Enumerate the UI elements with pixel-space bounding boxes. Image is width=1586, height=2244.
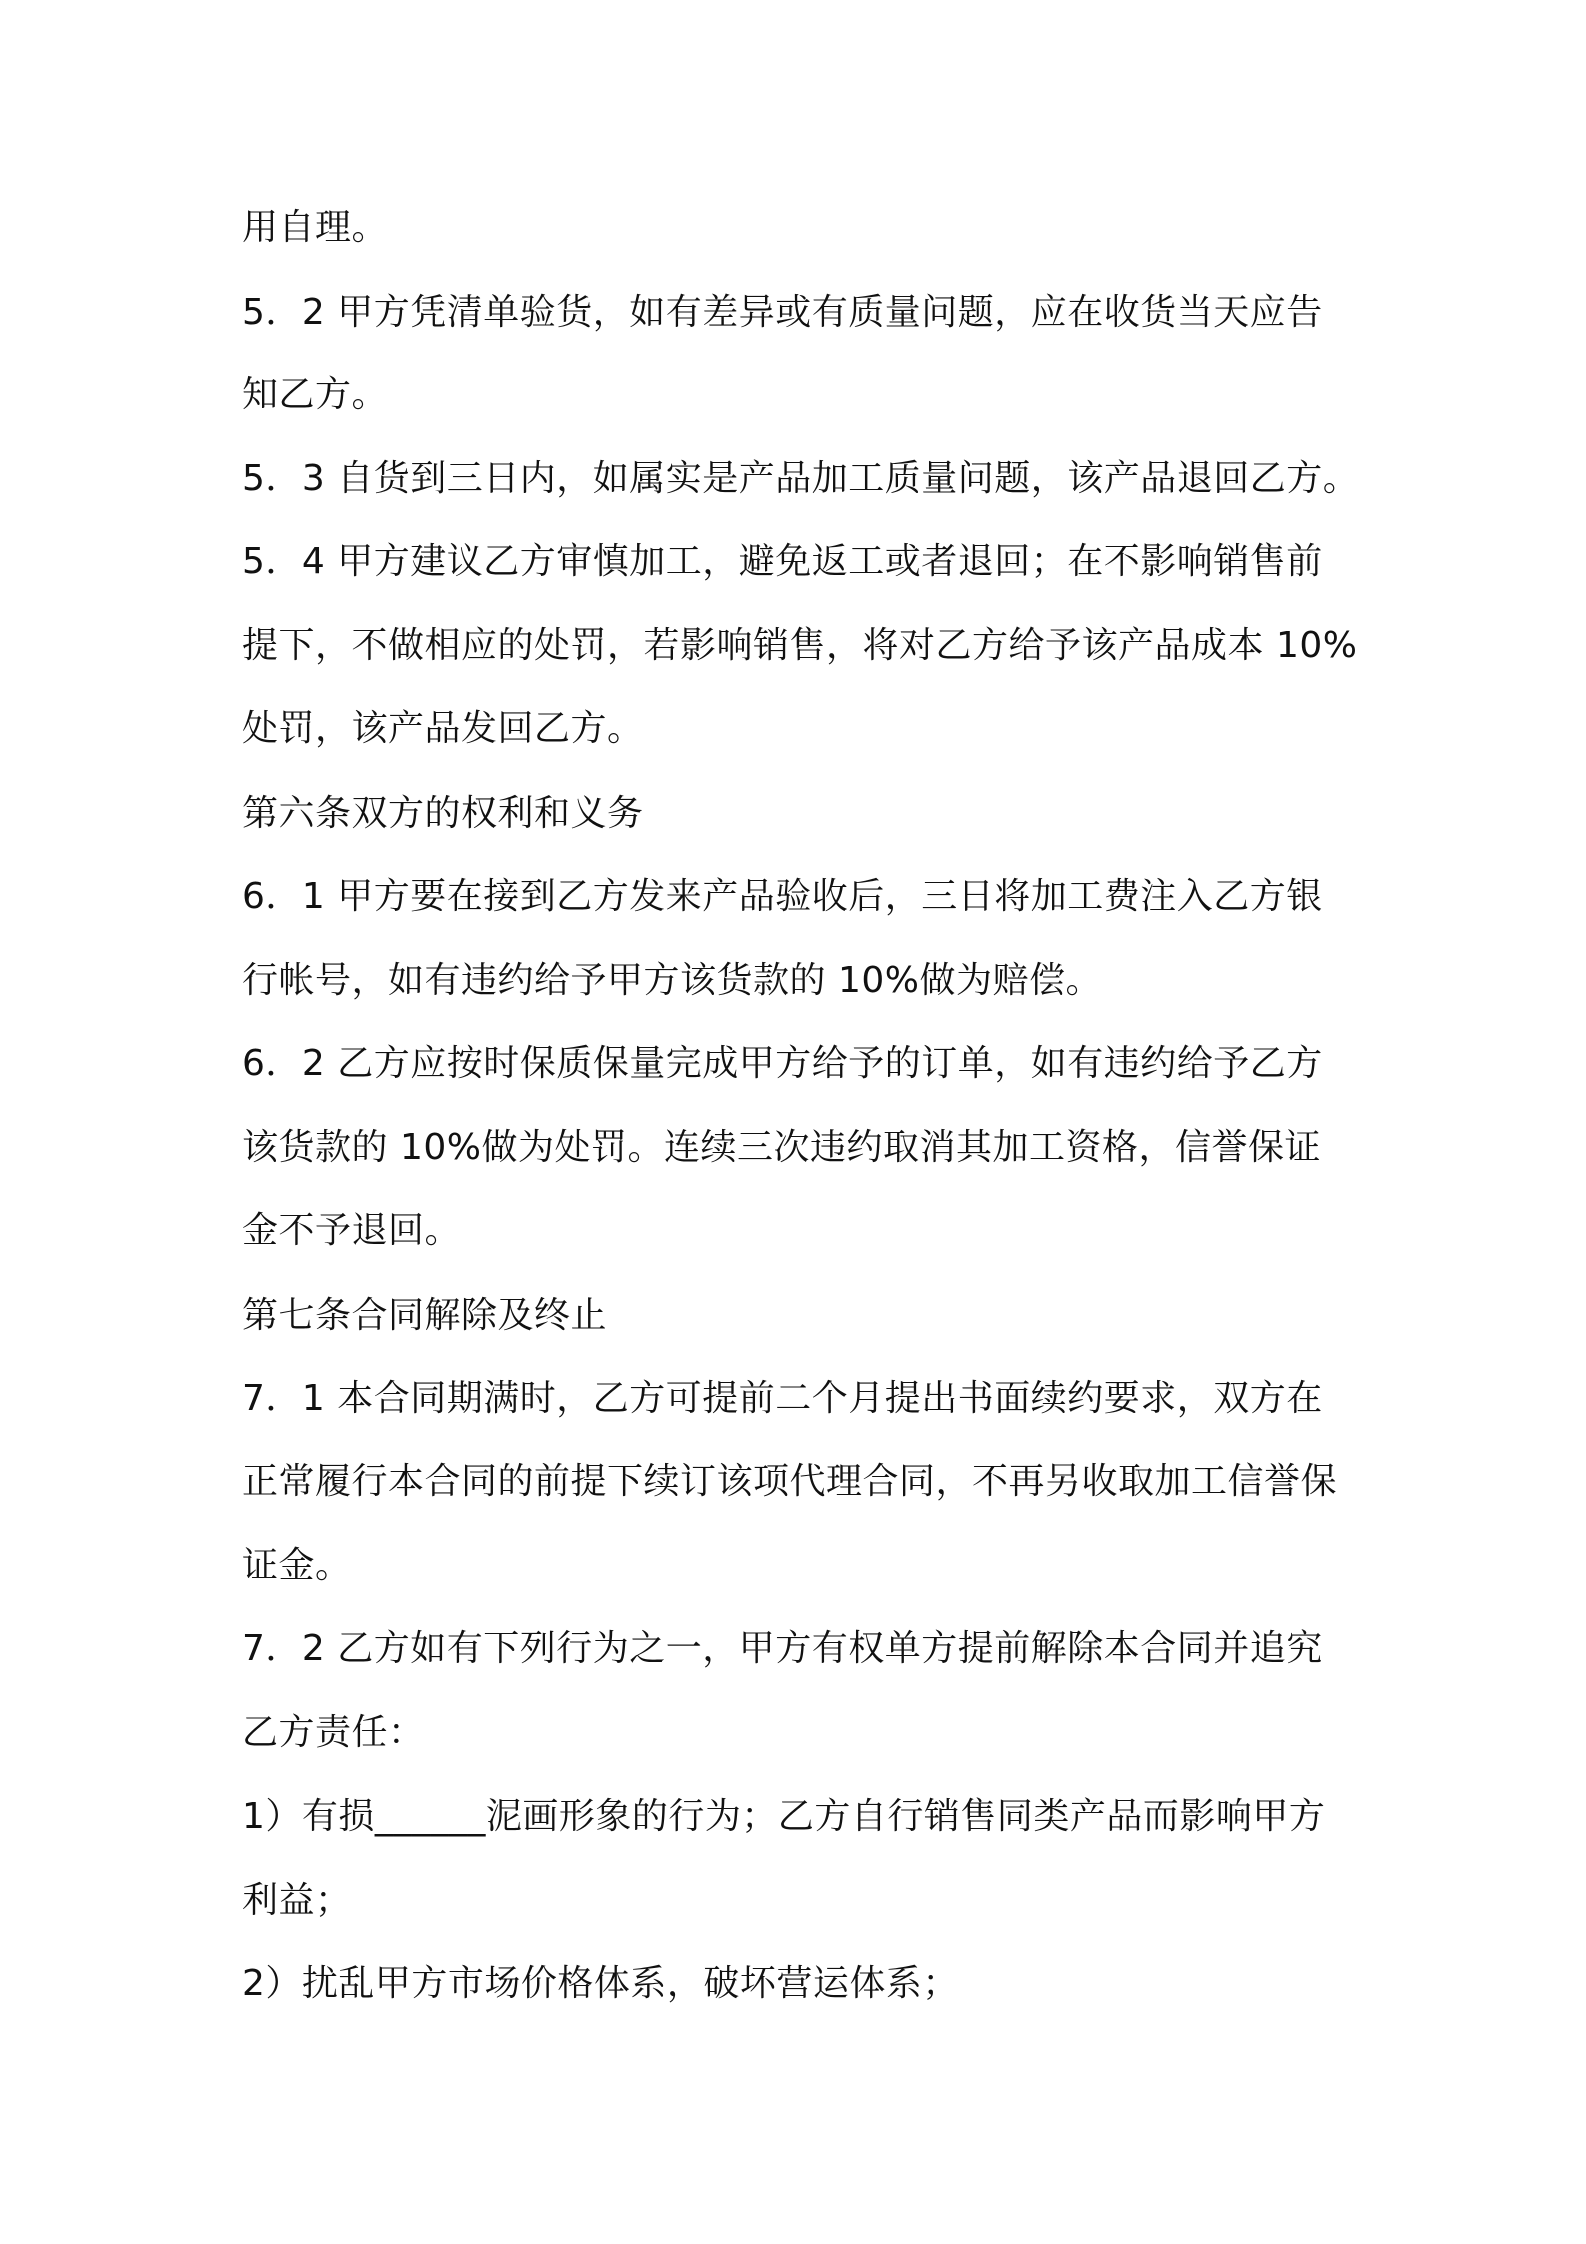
text-line: 处罚，该产品发回乙方。 <box>242 708 644 749</box>
text-line: 5．4 甲方建议乙方审慎加工，避免返工或者退回；在不影响销售前 <box>242 541 1323 582</box>
list-item: 1）有损______泥画形象的行为；乙方自行销售同类产品而影响甲方 <box>242 1796 1326 1837</box>
text-line: 5．3 自货到三日内，如属实是产品加工质量问题，该产品退回乙方。 <box>242 458 1360 499</box>
text-line: 利益； <box>242 1880 352 1921</box>
text-line: 证金。 <box>242 1545 352 1586</box>
text-line: 该货款的 10%做为处罚。连续三次违约取消其加工资格，信誉保证 <box>242 1127 1321 1168</box>
text-line: 用自理。 <box>242 207 389 248</box>
text-line: 金不予退回。 <box>242 1210 462 1251</box>
text-line: 正常履行本合同的前提下续订该项代理合同，不再另收取加工信誉保 <box>242 1461 1338 1502</box>
text-line: 乙方责任： <box>242 1712 425 1753</box>
text-line: 6．2 乙方应按时保质保量完成甲方给予的订单，如有违约给予乙方 <box>242 1043 1323 1084</box>
section-heading: 第六条双方的权利和义务 <box>242 793 644 834</box>
text-line: 知乙方。 <box>242 374 389 415</box>
text-line: 5．2 甲方凭清单验货，如有差异或有质量问题，应在收货当天应告 <box>242 292 1323 333</box>
section-heading: 第七条合同解除及终止 <box>242 1295 608 1336</box>
text-line: 6．1 甲方要在接到乙方发来产品验收后，三日将加工费注入乙方银 <box>242 876 1323 917</box>
list-item: 2）扰乱甲方市场价格体系，破坏营运体系； <box>242 1963 959 2004</box>
text-line: 7．1 本合同期满时，乙方可提前二个月提出书面续约要求，双方在 <box>242 1378 1323 1419</box>
text-line: 7．2 乙方如有下列行为之一，甲方有权单方提前解除本合同并追究 <box>242 1628 1323 1669</box>
text-line: 行帐号，如有违约给予甲方该货款的 10%做为赔偿。 <box>242 960 1102 1001</box>
text-line: 提下，不做相应的处罚，若影响销售，将对乙方给予该产品成本 10% <box>242 625 1358 666</box>
